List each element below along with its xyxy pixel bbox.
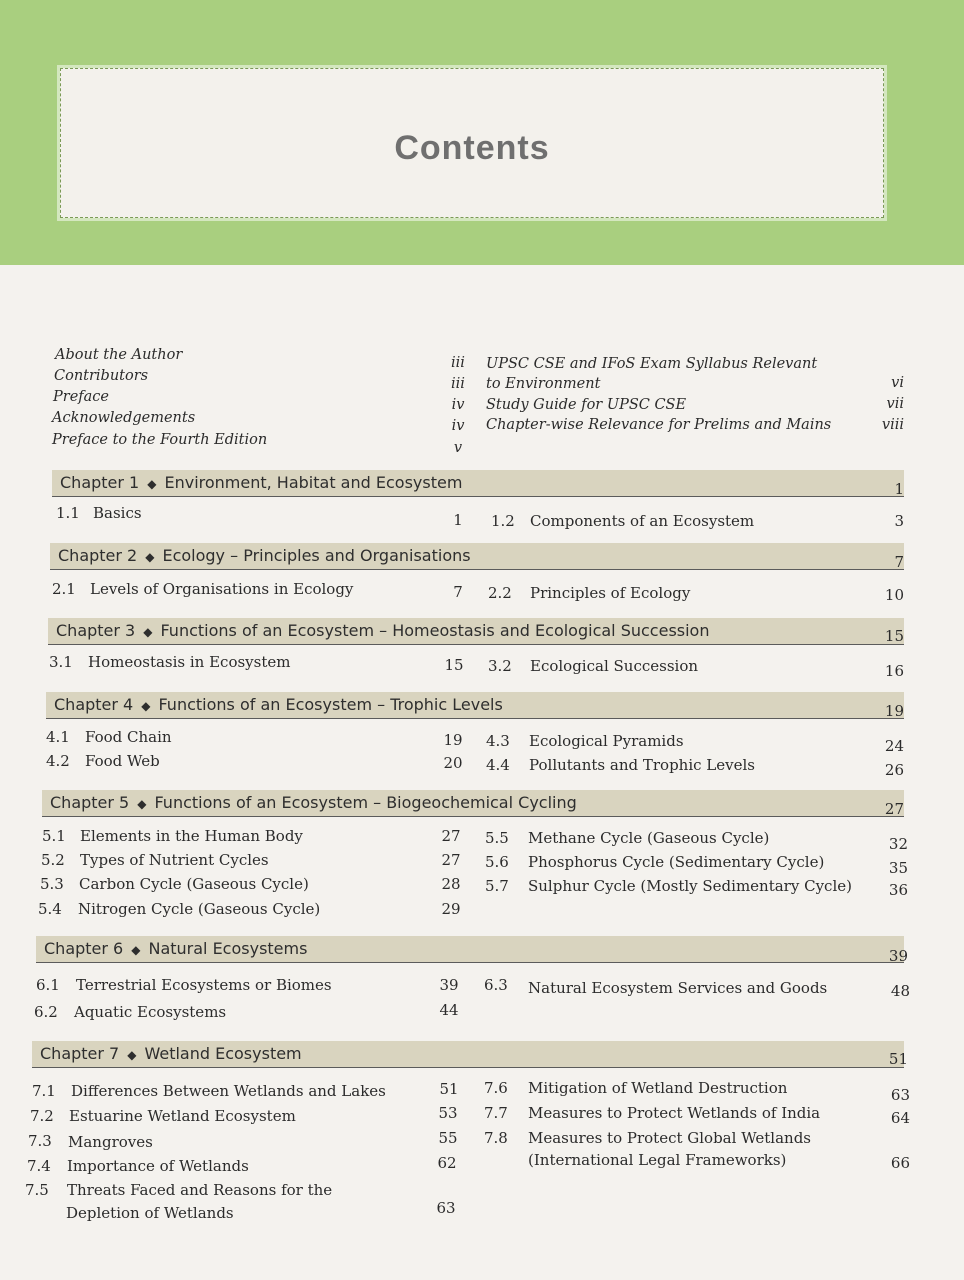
section-number: 4.1	[46, 728, 70, 746]
page-title: Contents	[394, 129, 550, 167]
chapter-title: Natural Ecosystems	[148, 939, 308, 958]
section-number: 5.1	[42, 827, 66, 845]
section-page: 64	[890, 1109, 910, 1127]
chapter-6-heading[interactable]	[36, 936, 904, 963]
section-number: 5.6	[485, 853, 509, 871]
section-page: 26	[884, 761, 904, 779]
section-page: 28	[441, 875, 461, 893]
section-page: 63	[436, 1199, 456, 1217]
chapter-3-heading[interactable]	[48, 618, 904, 645]
section-number: 7.4	[27, 1157, 51, 1175]
arrow-icon: ◆	[137, 797, 147, 811]
section-number: 3.1	[49, 653, 73, 671]
section-title[interactable]: Elements in the Human Body	[80, 827, 303, 845]
arrow-icon: ◆	[145, 550, 155, 564]
section-page: 3	[894, 512, 904, 530]
arrow-icon: ◆	[141, 699, 151, 713]
section-title[interactable]: Threats Faced and Reasons for the	[67, 1181, 333, 1199]
fm-left-item[interactable]: Acknowledgements	[52, 410, 196, 426]
section-page: 63	[890, 1086, 910, 1104]
section-page: 27	[441, 851, 461, 869]
section-number: 5.4	[38, 900, 62, 918]
section-page: 10	[884, 586, 904, 604]
chapter-5-heading[interactable]	[42, 790, 904, 817]
section-title[interactable]: Food Chain	[85, 728, 172, 746]
section-number: 5.7	[485, 877, 509, 895]
chapter-page: 19	[884, 702, 904, 720]
chapter-title: Functions of an Ecosystem – Homeostasis and Ecological Succession	[160, 621, 710, 640]
fm-left-page: v	[453, 440, 463, 456]
section-page: 39	[439, 976, 459, 994]
chapter-page: 27	[884, 800, 904, 818]
fm-left-page: iii	[451, 376, 465, 392]
section-number: 7.2	[30, 1107, 54, 1125]
section-number: 7.3	[28, 1132, 52, 1150]
section-page: 20	[443, 754, 463, 772]
fm-left-page: iii	[451, 355, 465, 371]
section-page: 7	[453, 583, 463, 601]
section-number: 7.7	[484, 1104, 508, 1122]
section-title[interactable]: Phosphorus Cycle (Sedimentary Cycle)	[528, 853, 825, 871]
section-title[interactable]: Homeostasis in Ecosystem	[88, 653, 291, 671]
section-page: 29	[441, 900, 461, 918]
chapter-label: Chapter 5	[50, 793, 130, 812]
fm-left-page: iv	[451, 397, 465, 413]
section-title[interactable]: Measures to Protect Wetlands of India	[528, 1104, 821, 1122]
section-number: 4.3	[486, 732, 510, 750]
section-page: 15	[444, 656, 464, 674]
section-page: 35	[888, 859, 908, 877]
section-page: 62	[437, 1154, 457, 1172]
section-title-cont: (International Legal Frameworks)	[528, 1151, 787, 1169]
section-title[interactable]: Estuarine Wetland Ecosystem	[69, 1107, 296, 1125]
section-page: 19	[443, 731, 463, 749]
section-title[interactable]: Natural Ecosystem Services and Goods	[528, 979, 828, 997]
fm-right-item[interactable]: Study Guide for UPSC CSE	[486, 397, 687, 413]
section-number: 7.1	[32, 1082, 56, 1100]
chapter-title: Environment, Habitat and Ecosystem	[164, 473, 463, 492]
section-page: 48	[890, 982, 910, 1000]
chapter-page: 15	[884, 627, 904, 645]
fm-right-item[interactable]: Chapter-wise Relevance for Prelims and Mains	[486, 417, 832, 433]
section-page: 44	[439, 1001, 459, 1019]
section-page: 36	[888, 881, 908, 899]
section-title[interactable]: Differences Between Wetlands and Lakes	[71, 1082, 386, 1100]
section-title[interactable]: Nitrogen Cycle (Gaseous Cycle)	[78, 900, 321, 918]
arrow-icon: ◆	[143, 625, 153, 639]
section-number: 2.1	[52, 580, 76, 598]
section-number: 4.4	[486, 756, 510, 774]
chapter-title: Functions of an Ecosystem – Biogeochemical Cycling	[154, 793, 577, 812]
section-number: 6.1	[36, 976, 60, 994]
chapter-label: Chapter 1	[60, 473, 140, 492]
section-title[interactable]: Aquatic Ecosystems	[74, 1003, 227, 1021]
section-title[interactable]: Terrestrial Ecosystems or Biomes	[76, 976, 332, 994]
fm-left-item[interactable]: Contributors	[54, 368, 149, 384]
fm-left-item[interactable]: Preface to the Fourth Edition	[52, 432, 268, 448]
section-page: 16	[884, 662, 904, 680]
fm-left-item[interactable]: Preface	[53, 389, 109, 405]
fm-right-item[interactable]: UPSC CSE and IFoS Exam Syllabus Relevant	[486, 356, 818, 372]
chapter-page: 7	[894, 553, 904, 571]
section-title[interactable]: Mitigation of Wetland Destruction	[528, 1079, 788, 1097]
section-title[interactable]: Methane Cycle (Gaseous Cycle)	[528, 829, 770, 847]
fm-right-page: vi	[891, 375, 904, 391]
fm-left-item[interactable]: About the Author	[55, 347, 183, 363]
section-number: 6.2	[34, 1003, 58, 1021]
section-title[interactable]: Importance of Wetlands	[67, 1157, 249, 1175]
chapter-title: Wetland Ecosystem	[144, 1044, 302, 1063]
chapter-label: Chapter 4	[54, 695, 134, 714]
fm-right-item-cont: to Environment	[486, 376, 601, 392]
section-page: 66	[890, 1154, 910, 1172]
section-title[interactable]: Ecological Succession	[530, 657, 699, 675]
section-title[interactable]: Levels of Organisations in Ecology	[90, 580, 354, 598]
section-title[interactable]: Sulphur Cycle (Mostly Sedimentary Cycle)	[528, 877, 852, 895]
section-number: 5.3	[40, 875, 64, 893]
arrow-icon: ◆	[127, 1048, 137, 1062]
section-number: 7.8	[484, 1129, 508, 1147]
arrow-icon: ◆	[147, 477, 157, 491]
section-title[interactable]: Ecological Pyramids	[529, 732, 684, 750]
section-number: 7.5	[25, 1181, 49, 1199]
chapter-7-heading[interactable]	[32, 1041, 904, 1068]
chapter-title: Functions of an Ecosystem – Trophic Levels	[158, 695, 503, 714]
section-number: 6.3	[484, 976, 508, 994]
fm-right-page: vii	[886, 396, 904, 412]
chapter-page: 51	[888, 1050, 908, 1068]
section-title[interactable]: Pollutants and Trophic Levels	[529, 756, 755, 774]
arrow-icon: ◆	[131, 943, 141, 957]
section-title[interactable]: Carbon Cycle (Gaseous Cycle)	[79, 875, 309, 893]
section-title[interactable]: Components of an Ecosystem	[530, 512, 755, 530]
fm-left-page: iv	[451, 418, 465, 434]
section-title-cont: Depletion of Wetlands	[66, 1204, 234, 1222]
section-title[interactable]: Mangroves	[68, 1133, 153, 1151]
section-number: 2.2	[488, 584, 512, 602]
section-title[interactable]: Types of Nutrient Cycles	[80, 851, 269, 869]
section-number: 3.2	[488, 657, 512, 675]
section-page: 32	[888, 835, 908, 853]
chapter-4-heading[interactable]	[46, 692, 904, 719]
chapter-1-heading[interactable]	[52, 470, 904, 497]
chapter-page: 1	[894, 480, 904, 498]
section-number: 4.2	[46, 752, 70, 770]
section-page: 53	[438, 1104, 458, 1122]
section-number: 1.1	[56, 504, 80, 522]
section-title[interactable]: Food Web	[85, 752, 160, 770]
section-number: 5.2	[41, 851, 65, 869]
chapter-label: Chapter 2	[58, 546, 138, 565]
chapter-label: Chapter 6	[44, 939, 124, 958]
title-frame	[60, 68, 884, 218]
section-page: 24	[884, 737, 904, 755]
section-title[interactable]: Measures to Protect Global Wetlands	[528, 1129, 811, 1147]
section-title[interactable]: Basics	[93, 504, 142, 522]
fm-right-page: viii	[881, 417, 904, 433]
section-number: 5.5	[485, 829, 509, 847]
section-page: 55	[438, 1129, 458, 1147]
section-page: 27	[441, 827, 461, 845]
chapter-label: Chapter 3	[56, 621, 136, 640]
chapter-page: 39	[888, 947, 908, 965]
section-page: 51	[439, 1080, 459, 1098]
section-number: 1.2	[491, 512, 515, 530]
chapter-label: Chapter 7	[40, 1044, 120, 1063]
chapter-title: Ecology – Principles and Organisations	[162, 546, 471, 565]
section-number: 7.6	[484, 1079, 508, 1097]
chapter-2-heading[interactable]	[50, 543, 904, 570]
section-title[interactable]: Principles of Ecology	[530, 584, 691, 602]
section-page: 1	[453, 511, 463, 529]
